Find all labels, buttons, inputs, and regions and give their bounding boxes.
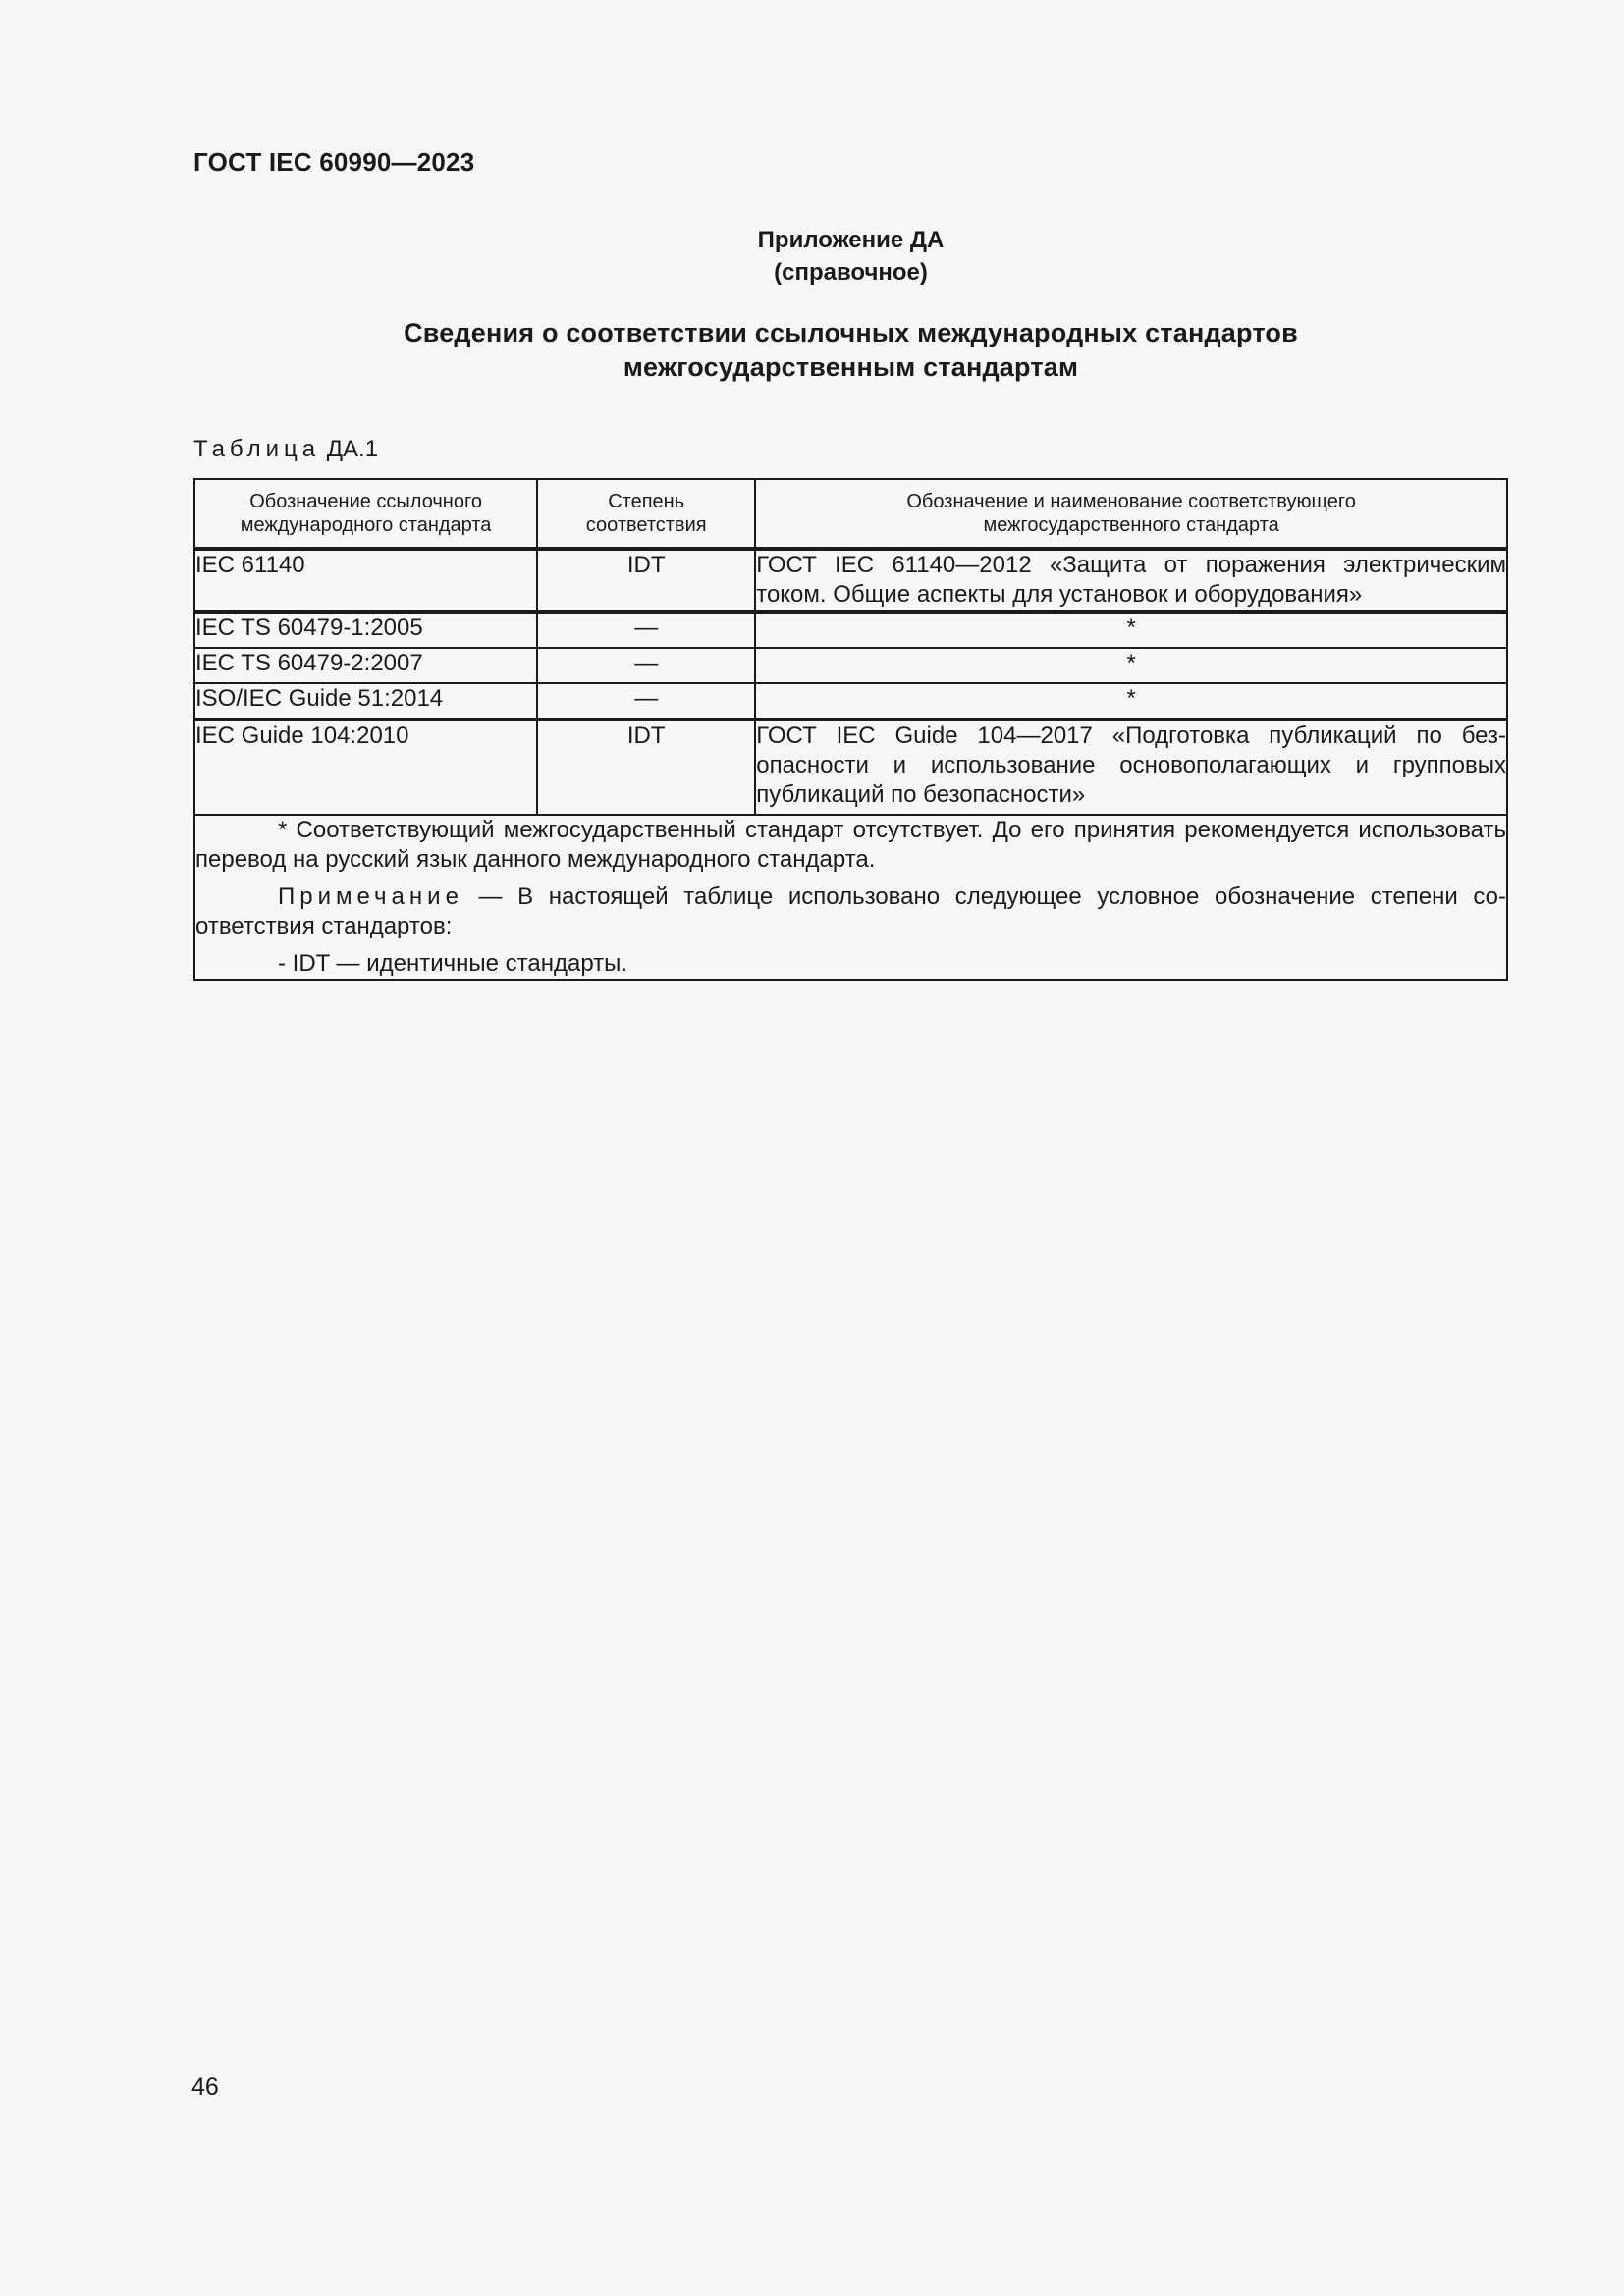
note-item: - IDT — идентичные стандарты.	[278, 950, 628, 977]
header-col1-line2: международного стандарта	[240, 514, 492, 536]
table-row	[194, 648, 1507, 683]
table-row	[194, 612, 1507, 648]
document-code-header: ГОСТ IEC 60990—2023	[193, 147, 475, 177]
appendix-subtitle: (справочное)	[774, 259, 928, 286]
cell-national: *	[755, 612, 1507, 648]
cell-degree: —	[537, 683, 755, 720]
cell-reference: IEC 61140	[194, 549, 537, 612]
table-row	[194, 549, 1507, 612]
table-caption	[193, 436, 378, 463]
table-caption-number: ДА.1	[326, 436, 379, 462]
header-col1-line1: Обозначение ссылочного	[249, 491, 482, 512]
table-notes	[194, 815, 1507, 980]
page-number: 46	[191, 2073, 219, 2101]
note	[195, 882, 1506, 941]
appendix-title: Приложение ДА	[757, 227, 945, 253]
document-title	[193, 316, 1508, 385]
cell-national: ГОСТ IEC Guide 104—2017 «Подготовка публикаций по безопасности и использование основополагающих и групповых публикаций по безопасности»	[755, 720, 1507, 815]
note-text: — В настоящей таблице использовано следующее условное обозначение степени соответствия стандартов:	[195, 883, 1506, 939]
cell-reference: ISO/IEC Guide 51:2014	[194, 683, 537, 720]
cell-national: ГОСТ IEC 61140—2012 «Защита от поражения электрическим током. Общие аспекты для установок и оборудования»	[755, 549, 1507, 612]
standards-correspondence-table	[193, 478, 1508, 981]
table-caption-word: Таблица	[193, 436, 321, 462]
cell-degree: —	[537, 612, 755, 648]
cell-reference: IEC TS 60479-1:2005	[194, 612, 537, 648]
header-col3-line1: Обозначение и наименование соответствующего	[906, 491, 1356, 512]
table-row	[194, 683, 1507, 720]
header-reference-standard	[194, 479, 537, 549]
footnote: * Соответствующий межгосударственный стандарт отсутствует. До его принятия рекомендуется использовать перевод на русский язык данного международного стандарта.	[195, 817, 1506, 873]
document-title-line-1: Сведения о соответствии ссылочных международных стандартов	[404, 318, 1298, 347]
cell-degree: —	[537, 648, 755, 683]
cell-degree: IDT	[537, 549, 755, 612]
header-degree	[537, 479, 755, 549]
header-col2-line1: Степень	[608, 491, 685, 512]
header-col2-line2: соответствия	[585, 514, 707, 536]
table-row	[194, 720, 1507, 815]
header-col3-line2: межгосударственного стандарта	[983, 514, 1279, 536]
note-label: Примечание	[278, 883, 463, 910]
document-title-line-2: межгосударственным стандартам	[623, 352, 1079, 382]
cell-national: *	[755, 648, 1507, 683]
table-header-row	[194, 479, 1507, 549]
header-national-standard	[755, 479, 1507, 549]
cell-reference: IEC Guide 104:2010	[194, 720, 537, 815]
appendix-heading	[193, 224, 1508, 289]
cell-reference: IEC TS 60479-2:2007	[194, 648, 537, 683]
cell-degree: IDT	[537, 720, 755, 815]
cell-national: *	[755, 683, 1507, 720]
table-notes-row	[194, 815, 1507, 980]
